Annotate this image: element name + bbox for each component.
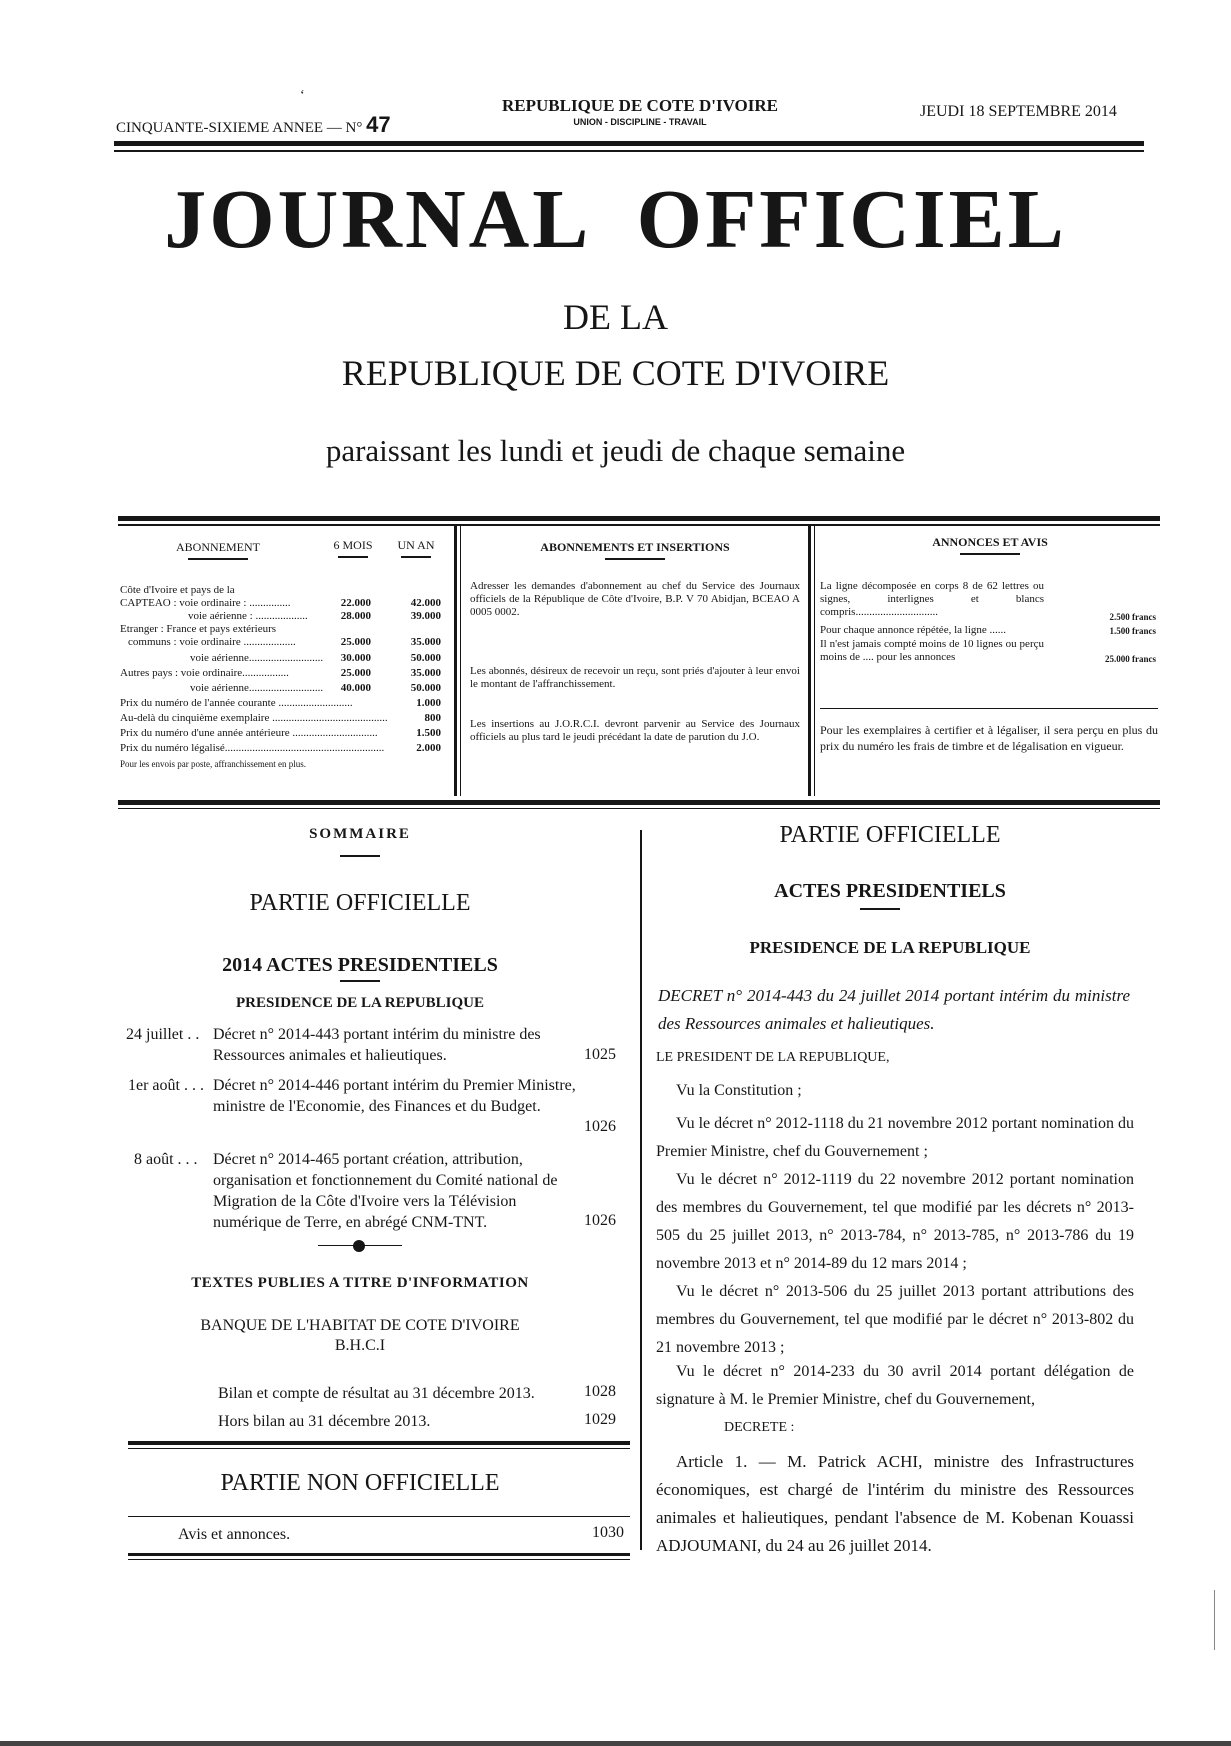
title-underline — [960, 553, 1020, 555]
avis-entry: Avis et annonces. — [178, 1526, 291, 1543]
official-actes: ACTES PRESIDENTIELS — [774, 880, 1006, 902]
price-6mois: 28.000 — [340, 610, 371, 622]
single-price-text: Au-delà du cinquième exemplaire .......................................... — [120, 712, 388, 724]
annonces-separator — [820, 708, 1158, 709]
page-mark: ‘ — [300, 88, 305, 103]
single-price-value: 800 — [424, 712, 441, 724]
bank-item-page: 1029 — [584, 1411, 616, 1428]
non-officielle-rule-top — [128, 1441, 630, 1445]
price-1an: 35.000 — [410, 636, 441, 648]
sommaire-presidence: PRESIDENCE DE LA REPUBLIQUE — [236, 995, 484, 1011]
sommaire-actes: 2014 ACTES PRESIDENTIELS — [222, 954, 498, 976]
header-underline — [338, 556, 368, 558]
single-price-value: 1.500 — [416, 727, 441, 739]
header-rule-thin — [114, 150, 1144, 152]
publication-frequency: paraissant les lundi et jeudi de chaque semaine — [325, 433, 906, 468]
sub-row — [120, 667, 289, 680]
sub-row — [120, 584, 235, 597]
sub-row-label: Côte d'Ivoire et pays de la — [120, 584, 235, 596]
price-1an: 35.000 — [410, 667, 441, 679]
edition-line — [116, 112, 391, 138]
insertions-p3: Les insertions au J.O.R.C.I. devront parvenir au Service des Journaux officiels au plus tard le jeudi précédant la date de parution du J.O. — [470, 718, 800, 743]
decrete-label: DECRETE : — [724, 1420, 795, 1435]
toc-text: Décret n° 2014-446 portant intérim du Premier Ministre, ministre de l'Economie, des Finances et du Budget. — [213, 1077, 576, 1115]
sub-header-unan-label: UN AN — [397, 538, 435, 552]
sub-row — [120, 597, 290, 610]
official-presidence: PRESIDENCE DE LA REPUBLIQUE — [749, 938, 1031, 957]
sommaire-title: SOMMAIRE — [309, 826, 411, 842]
box-bottom-rule-thin — [118, 808, 1160, 809]
toc-text: Décret n° 2014-465 portant création, attribution, organisation et fonctionnement du Comité national de Migration de la Côte d'Ivoire vers la Télévision numérique de Terre, en abrégé CNM-TNT. — [213, 1151, 558, 1231]
header-country — [420, 96, 860, 127]
sub-row-label: Autres pays : voie ordinaire................. — [120, 667, 289, 679]
toc-text: Décret n° 2014-443 portant intérim du ministre des Ressources animales et halieutiques. — [213, 1026, 541, 1064]
president-line: LE PRESIDENT DE LA REPUBLIQUE, — [656, 1050, 890, 1065]
postage-note: Pour les envois par poste, affranchissement en plus. — [120, 759, 307, 769]
sub-row-label: voie aérienne........................... — [190, 682, 324, 694]
single-price-value: 1.000 — [416, 697, 441, 709]
single-price-text: Prix du numéro légalisé.......................................................... — [120, 742, 385, 754]
box-bottom-rule-thick — [118, 800, 1160, 805]
bullet-separator-dot — [353, 1240, 365, 1252]
sub-header-6mois-label: 6 MOIS — [333, 538, 373, 552]
bank-item-page: 1028 — [584, 1383, 616, 1400]
annonces-line1: La ligne décomposée en corps 8 de 62 lettres ou signes, interlignes et blancs compris.............................. — [820, 580, 1044, 618]
header-underline — [401, 556, 431, 558]
single-price-text: Prix du numéro d'une année antérieure ............................... — [120, 727, 378, 739]
annonces-price1: 2.500 francs — [1109, 612, 1156, 622]
vu-item: Vu le décret n° 2013-506 du 25 juillet 2013 portant attributions des membres du Gouvernement, tel que modifié par le décret n° 2013-802 du 21 novembre 2013 ; — [656, 1283, 1134, 1356]
insertions-p1: Adresser les demandes d'abonnement au chef du Service des Journaux officiels de la République de Côte d'Ivoire, B.P. V 70 Abidjan, BCEAO A 0005 0002. — [470, 580, 800, 618]
toc-date: 8 août . . . — [134, 1151, 198, 1168]
vu-constitution: Vu la Constitution ; — [676, 1082, 802, 1099]
single-price-label — [120, 712, 388, 725]
banque-abbr: B.H.C.I — [334, 1337, 386, 1354]
toc-page: 1026 — [584, 1212, 616, 1229]
sub-header-6mois — [330, 538, 376, 558]
header-underline — [188, 558, 248, 560]
single-price-label — [120, 727, 378, 740]
sub-row — [190, 652, 323, 665]
box-divider-1a — [454, 526, 457, 796]
single-price-label — [120, 697, 353, 710]
sommaire-partie: PARTIE OFFICIELLE — [249, 890, 471, 916]
textes-heading: TEXTES PUBLIES A TITRE D'INFORMATION — [191, 1275, 529, 1291]
sub-row-label: CAPTEAO : voie ordinaire : ............... — [120, 597, 291, 609]
article-1: Article 1. — M. Patrick ACHI, ministre des Infrastructures économiques, est chargé de l'intérim du ministre des Ressources animales et halieutiques, pendant l'absence de M. Kobenan Kouassi ADJOUMANI, du 24 au 26 juillet 2014. — [656, 1452, 1134, 1555]
toc-page: 1026 — [584, 1118, 616, 1135]
price-6mois: 30.000 — [340, 652, 371, 664]
sub-row — [120, 623, 276, 636]
decree-title: DECRET n° 2014-443 du 24 juillet 2014 portant intérim du ministre des Ressources animales et halieutiques. — [658, 986, 1130, 1033]
masthead-de-la: DE LA — [563, 297, 668, 337]
price-6mois: 40.000 — [340, 682, 371, 694]
annonces-title — [820, 535, 1160, 555]
header-rule-thick — [114, 141, 1144, 146]
sub-row-label: voie aérienne........................... — [190, 652, 324, 664]
actes-underline — [340, 980, 380, 982]
annonces-line3: Il n'est jamais compté moins de 10 lignes ou perçu moins de .... pour les annonces — [820, 638, 1044, 663]
price-1an: 50.000 — [410, 682, 441, 694]
price-1an: 42.000 — [410, 597, 441, 609]
national-motto: UNION - DISCIPLINE - TRAVAIL — [573, 117, 707, 127]
masthead-republic: REPUBLIQUE DE COTE D'IVOIRE — [341, 353, 890, 393]
scan-mark — [1214, 1590, 1215, 1650]
country-name: REPUBLIQUE DE COTE D'IVOIRE — [502, 96, 778, 115]
annonces-title-text: ANNONCES ET AVIS — [932, 535, 1048, 549]
annonces-price2: 1.500 francs — [1109, 626, 1156, 636]
insertions-title — [470, 540, 800, 560]
non-officielle-rule-bottom — [128, 1553, 630, 1556]
annonces-certify: Pour les exemplaires à certifier et à légaliser, il sera perçu en plus du prix du numéro les frais de timbre et de légalisation en vigueur. — [820, 723, 1158, 753]
toc-date: 1er août . . . — [128, 1077, 204, 1094]
price-6mois: 25.000 — [340, 667, 371, 679]
vu-item: Vu le décret n° 2012-1118 du 21 novembre 2012 portant nomination du Premier Ministre, chef du Gouvernement ; — [656, 1115, 1134, 1160]
vu-item: Vu le décret n° 2012-1119 du 22 novembre 2012 portant nomination des membres du Gouvernement, tel que modifié par les décrets n° 2013-505 du 25 juillet 2013, n° 2013-784, n° 2013-785, n° 2013-786 du 19 novembre 2013 et n° 2014-89 du 12 mars 2014 ; — [656, 1171, 1134, 1272]
avis-page: 1030 — [592, 1524, 624, 1541]
sub-row-label: voie aérienne : ................... — [188, 610, 308, 622]
masthead-title: JOURNAL OFFICIEL — [164, 173, 1067, 266]
annonces-price3: 25.000 francs — [1105, 654, 1156, 664]
vu-item: Vu le décret n° 2014-233 du 30 avril 2014 portant délégation de signature à M. le Premier Ministre, chef du Gouvernement, — [656, 1363, 1134, 1408]
box-divider-2b — [814, 526, 815, 796]
sub-header-abonnement-label: ABONNEMENT — [176, 540, 260, 554]
column-divider — [640, 830, 642, 1550]
sub-row — [190, 682, 323, 695]
edition-label: CINQUANTE-SIXIEME ANNEE — N° — [116, 120, 363, 136]
price-1an: 50.000 — [410, 652, 441, 664]
non-officielle-rule-top-thin — [128, 1448, 630, 1449]
sub-row — [128, 636, 296, 649]
sub-header-abonnement — [176, 540, 260, 560]
sub-row-label: communs : voie ordinaire ................... — [128, 636, 296, 648]
sommaire-underline — [340, 855, 380, 857]
box-top-rule-thick — [118, 516, 1160, 521]
box-divider-2a — [808, 526, 811, 796]
bank-item: Hors bilan au 31 décembre 2013. — [218, 1413, 431, 1430]
single-price-text: Prix du numéro de l'année courante ........................... — [120, 697, 353, 709]
official-partie: PARTIE OFFICIELLE — [779, 822, 1001, 848]
non-officielle-rule-mid — [128, 1516, 630, 1517]
box-top-rule-thin — [118, 524, 1160, 526]
issue-number: 47 — [366, 112, 391, 137]
scan-edge — [0, 1741, 1231, 1746]
box-divider-1b — [460, 526, 461, 796]
insertions-p2: Les abonnés, désireux de recevoir un reçu, sont priés d'ajouter à leur envoi le montant de l'affranchissement. — [470, 665, 800, 690]
sub-header-unan — [394, 538, 438, 558]
title-underline — [605, 558, 665, 560]
price-6mois: 22.000 — [340, 597, 371, 609]
insertions-title-text: ABONNEMENTS ET INSERTIONS — [540, 540, 730, 554]
price-1an: 39.000 — [410, 610, 441, 622]
single-price-label — [120, 742, 384, 755]
non-officielle-title: PARTIE NON OFFICIELLE — [220, 1470, 500, 1496]
single-price-value: 2.000 — [416, 742, 441, 754]
toc-date: 24 juillet . . — [126, 1026, 200, 1043]
banque-name: BANQUE DE L'HABITAT DE COTE D'IVOIRE — [200, 1317, 520, 1334]
price-6mois: 25.000 — [340, 636, 371, 648]
sub-row-label: Etranger : France et pays extérieurs — [120, 623, 277, 635]
toc-page: 1025 — [584, 1046, 616, 1063]
bank-item: Bilan et compte de résultat au 31 décembre 2013. — [218, 1385, 535, 1402]
official-actes-underline — [860, 908, 900, 910]
sub-row — [188, 610, 308, 623]
issue-date: JEUDI 18 SEPTEMBRE 2014 — [920, 103, 1117, 120]
non-officielle-rule-bottom-thin — [128, 1559, 630, 1560]
annonces-line2: Pour chaque annonce répétée, la ligne ...... — [820, 624, 1007, 636]
